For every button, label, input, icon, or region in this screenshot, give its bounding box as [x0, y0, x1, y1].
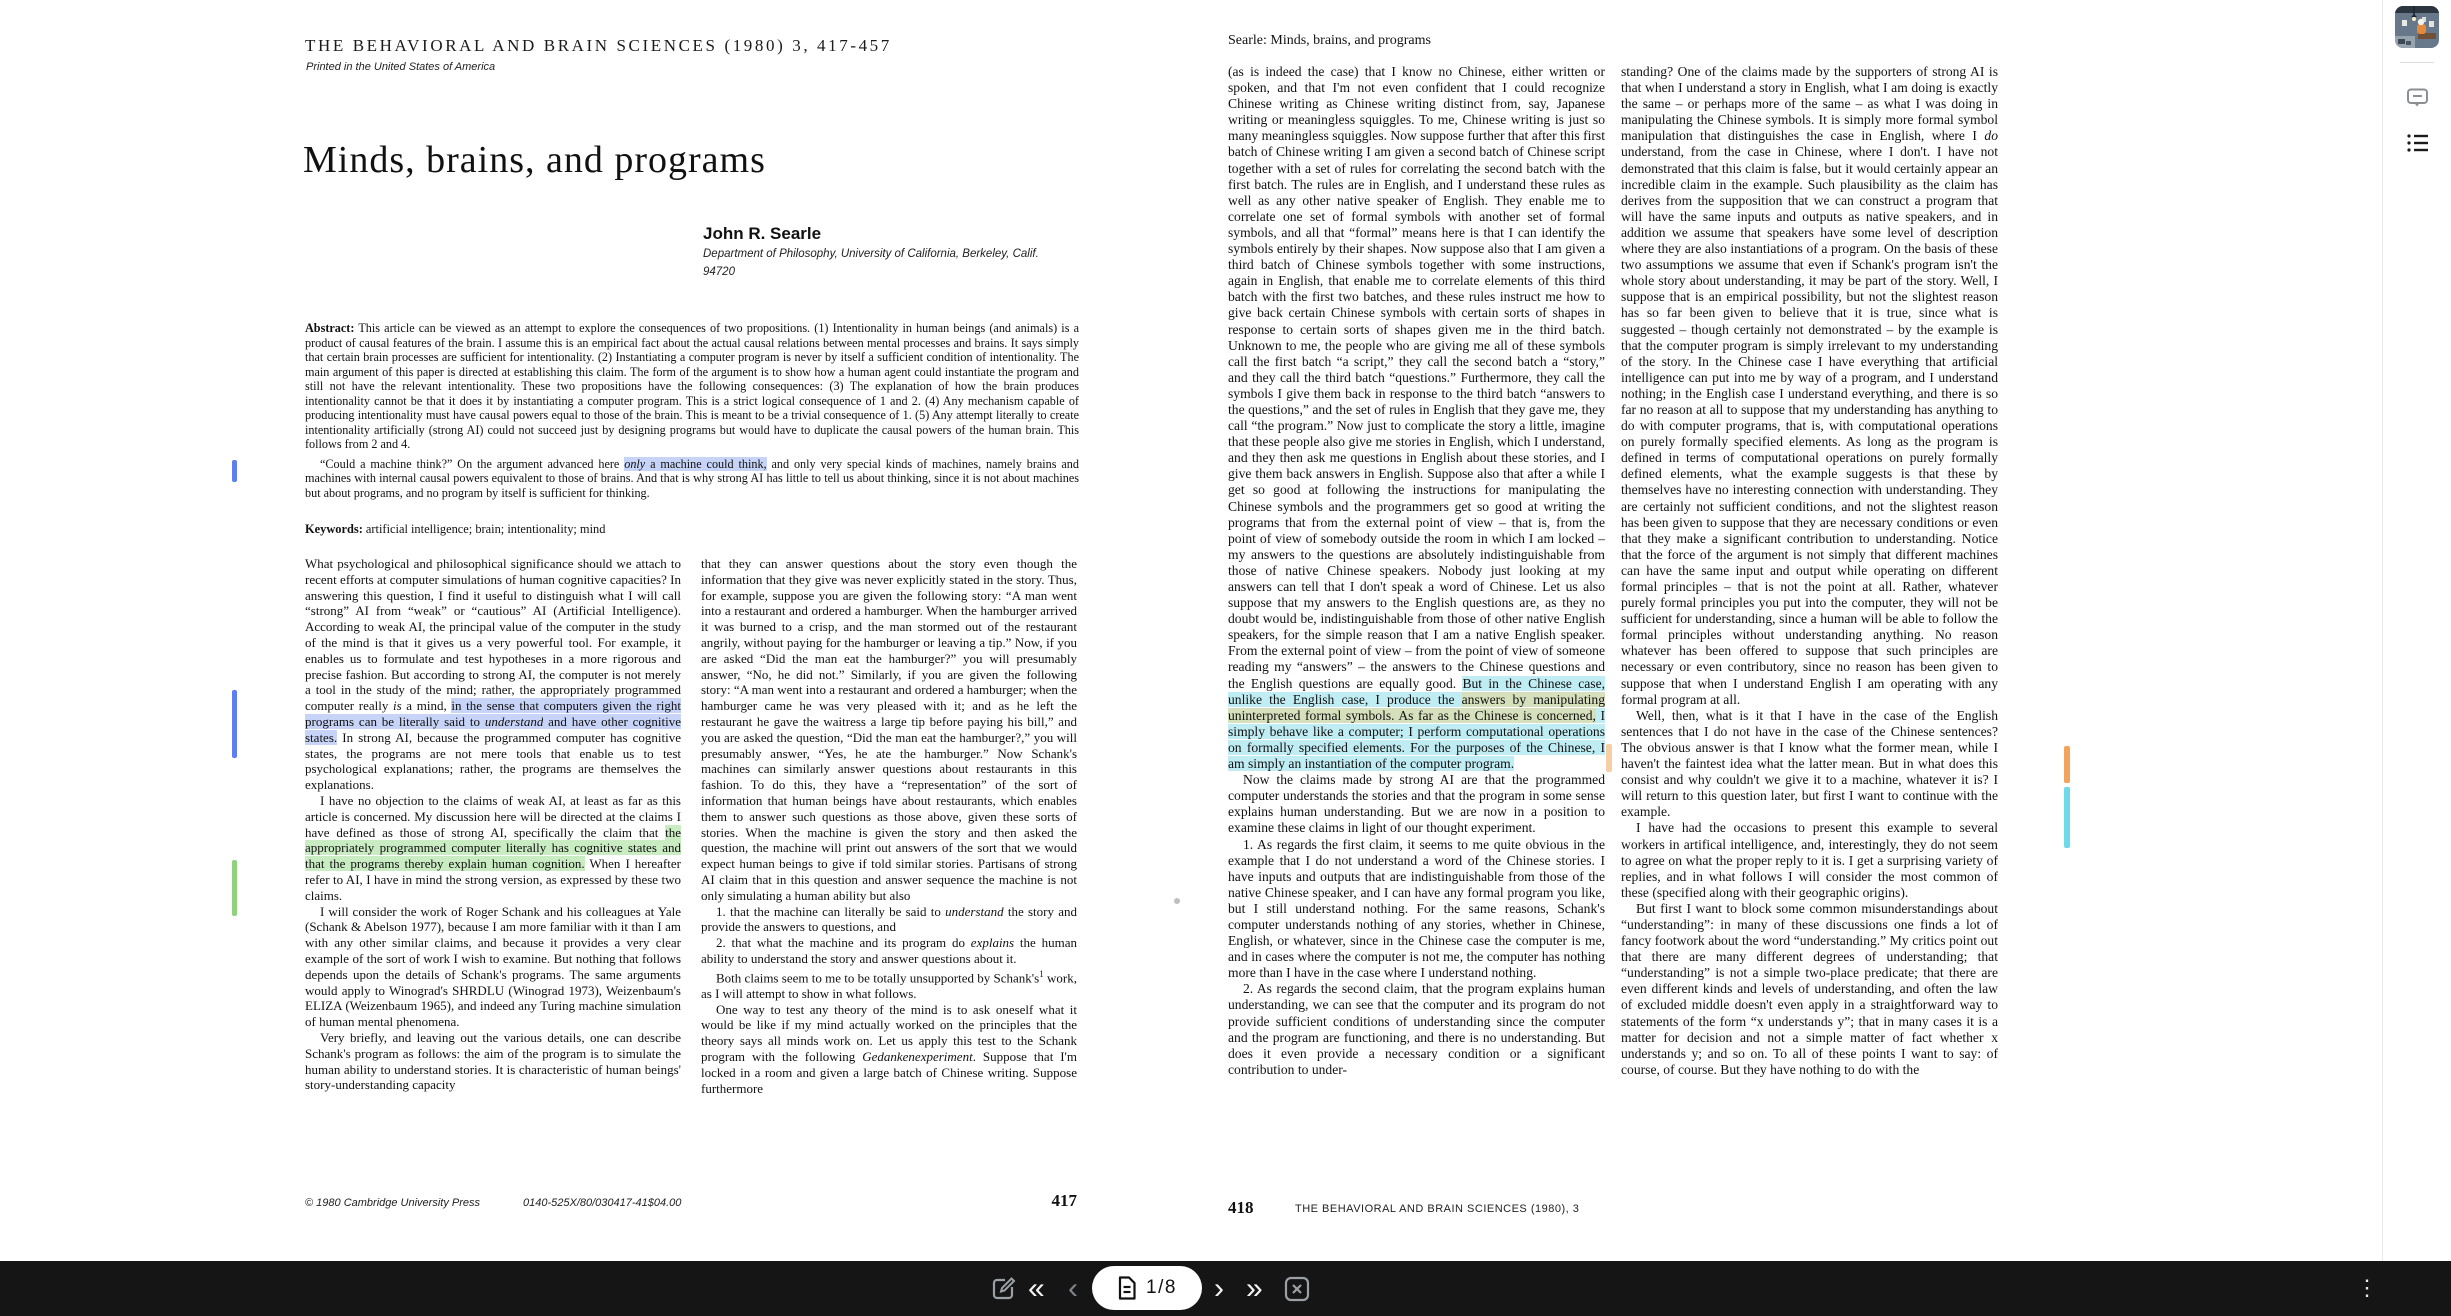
paragraph: standing? One of the claims made by the supporters of strong AI is that when I understand a story in English, what I am doing is exactly the same – or perhaps more of the same – as what I was doing in manipulating the Chinese symbols. It is simply more formal symbol manipulation that distinguishes the case in English, where I do understand, from the case in Chinese, where I don't. I have not demonstrated that this claim is false, but it would certainly appear an incredible claim in the example. Such plausibility as the claim has derives from the supposition that we can construct a program that will have the same inputs and outputs as native speakers, and in addition we assume that speakers have some level of description where they are also instantiations of a program. On the basis of these two assumptions we assume that even if Schank's program isn't the whole story about understanding, it may be part of the story. Well, I suppose that is an empirical possibility, but not the slightest reason has so far been given to believe that it is true, since what is suggested – though certainly not demonstrated – by the example is that the computer program is simply irrelevant to my understanding of the story. In the Chinese case I have everything that artificial intelligence can put into me by way of a program, and I understand nothing; in the English case I understand everything, and there is so far no reason at all to suppose that my understanding has anything to do with computer programs, that is, with computational operations on purely formally specified elements. As long as the program is defined in terms of computational operations on purely formally defined elements, what the example suggests is that these by themselves have no interesting connection with understanding. They are certainly not sufficient conditions, and not the slightest reason has been given to suppose that they are necessary conditions or even that they make a significant contribution to understanding. Notice that the force of the argument is not simply that different machines can have the same input and output while operating on different formal principles – that is not the point at all. Rather, whatever purely formal principles you put into the computer, they will not be sufficient for understanding, since a human will be able to follow the formal principles without understanding anything. No reason whatever has been offered to suppose that such principles are necessary or even contributory, since no reason has been given to suppose that when I understand English I am operating with any formal program at all.	[1621, 64, 1998, 707]
document-icon	[1117, 1276, 1137, 1300]
annotation-anchor-dot[interactable]	[1174, 898, 1180, 904]
annotate-button[interactable]	[990, 1275, 1017, 1302]
paragraph: I have no objection to the claims of weak AI, at least as far as this article is concerned. My discussion here will be directed at the claims I have defined as those of strong AI, specifically the claim that the appropriately programmed computer literally has cognitive states and that the programs thereby explain human cognition. When I hereafter refer to AI, I have in mind the strong version, as expressed by these two claims.	[305, 792, 681, 903]
margin-bar-blue-abstract[interactable]	[232, 460, 237, 482]
article-title: Minds, brains, and programs	[303, 139, 766, 181]
comment-icon	[2405, 85, 2430, 110]
issn-line: 0140-525X/80/030417-41$04.00	[523, 1197, 682, 1209]
paragraph: One way to test any theory of the mind is to ask oneself what it would be like if my mind actually worked on the principles that the theory says all minds work on. Let us apply this test to the Schank program with the following Gedankenexperiment. Suppose that I'm locked in a room and given a large batch of Chinese writing. Suppose furthermore	[701, 1001, 1077, 1096]
bottom-toolbar	[0, 1261, 2451, 1316]
left-page-column-2	[701, 556, 1077, 1170]
right-page-column-2	[1621, 64, 1998, 1172]
page-number-417: 417	[1051, 1191, 1077, 1210]
margin-bar-orange-right[interactable]	[2064, 746, 2070, 783]
close-box-icon	[1284, 1276, 1310, 1302]
left-page-column-1	[305, 556, 681, 1170]
paragraph: “Could a machine think?” On the argument advanced here only a machine could think, and only very special kinds of machines, namely brains and machines with internal causal powers equivalent to those of brains. And that is why strong AI has little to tell us about thinking, since it is not about machines but about programs, and no program by itself is sufficient for thinking.	[305, 456, 1079, 500]
edit-pen-icon	[990, 1275, 1017, 1302]
paragraph: Keywords: artificial intelligence; brain; intentionality; mind	[305, 522, 606, 536]
list-icon	[2405, 132, 2430, 154]
page-indicator[interactable]	[1092, 1266, 1202, 1310]
more-options-button[interactable]: ⋮	[2356, 1275, 2378, 1300]
margin-bar-blue-column1[interactable]	[232, 690, 237, 758]
author-affiliation: Department of Philosophy, University of California, Berkeley, Calif.	[703, 248, 1039, 260]
paragraph: that they can answer questions about the story even though the information that they give was never explicitly stated in the story. Thus, for example, suppose you are given the following story: “A man went into a restaurant and ordered a hamburger. When the hamburger arrived it was burned to a crisp, and the man stormed out of the restaurant angrily, without paying for the hamburger or leaving a tip.” Now, if you are asked “Did the man eat the hamburger?” you will presumably answer, “No, he did not.” Similarly, if you are given the following story: “A man went into a restaurant and ordered a hamburger; when the hamburger came he was very pleased with it; and as he left the restaurant he gave the waitress a large tip before paying his bill,” and you are asked the question, “Did the man eat the hamburger?,” you will presumably answer, “Yes, he ate the hamburger.” Now Schank's machines can similarly answer questions about restaurants in this fashion. To do this, they have a “representation” of the sort of information that human beings have about restaurants, which enables them to answer such questions as those above, given these sorts of stories. When the machine is given the story and then asked the question, the machine will print out answers of the sort that we would expect human beings to give if told similar stories. Partisans of strong AI claim that in this question and answer sequence the machine is not only simulating a human ability but also	[701, 556, 1077, 903]
thumbnail-illustration	[2395, 6, 2439, 48]
next-page-button[interactable]: ›	[1214, 1272, 1224, 1305]
paragraph: But first I want to block some common misunderstandings about “understanding”: in many of these discussions one finds a lot of fancy footwork about the word “understanding.” My critics point out that there are many different degrees of understanding; that “understanding” is not a simple two-place predicate; that there are even different kinds and levels of understanding, and often the law of excluded middle doesn't even apply in a straightforward way to statements of the form “x understands y”; that in many cases it is a matter for decision and not a simple matter of fact whether x understands y; and so on. To all of these points I want to say: of course, of course. But they have nothing to do with the	[1621, 900, 1998, 1077]
running-head: Searle: Minds, brains, and programs	[1228, 33, 1431, 48]
close-overlay-button[interactable]	[1284, 1276, 1310, 1302]
paragraph: Both claims seem to me to be totally unsupported by $Schank's^1$ work, as I will attempt to show in what follows.	[701, 968, 1077, 1001]
author-name: John R. Searle	[703, 224, 822, 243]
paragraph: I will consider the work of Roger Schank and his colleagues at Yale (Schank & Abelson 1977), because I am more familiar with it than I am with any other similar claims, and because it provides a very clear example of the sort of work I wish to examine. But nothing that follows depends upon the details of Schank's programs. The same arguments would apply to Winograd's SHRDLU (Winograd 1973), Weizenbaum's ELIZA (Weizenbaum 1965), and indeed any Turing machine simulation of human mental phenomena.	[305, 903, 681, 1030]
abstract	[305, 321, 1079, 505]
skip-forward-button[interactable]: »	[1246, 1272, 1263, 1305]
right-page-column-1	[1228, 64, 1605, 1172]
author-affiliation-zip: 94720	[703, 266, 735, 278]
paragraph: 1. that the machine can literally be said to understand the story and provide the answers to questions, and	[701, 903, 1077, 935]
copyright-line: © 1980 Cambridge University Press	[305, 1197, 481, 1209]
skip-back-button[interactable]: «	[1028, 1272, 1045, 1305]
page-number-418: 418	[1228, 1198, 1254, 1217]
outline-button[interactable]	[2405, 132, 2430, 154]
paragraph: Now the claims made by strong AI are that the programmed computer understands the stories and that the program in some sense explains human understanding. But we are now in a position to examine these claims in light of our thought experiment.	[1228, 772, 1605, 836]
margin-bar-orange-inline[interactable]	[1606, 744, 1612, 772]
page-indicator-label: 1/8	[1146, 1277, 1177, 1298]
paragraph: Very briefly, and leaving out the various details, one can describe Schank's program as follows: the aim of the program is to simulate the human ability to understand stories. It is characteristic of human beings' story-understanding capacity	[305, 1029, 681, 1093]
journal-header: THE BEHAVIORAL AND BRAIN SCIENCES (1980) 3, 417-457	[305, 36, 892, 55]
page-thumbnail[interactable]	[2395, 6, 2439, 48]
comments-button[interactable]	[2405, 85, 2430, 110]
printed-in-line: Printed in the United States of America	[306, 61, 496, 73]
paragraph: Abstract: This article can be viewed as an attempt to explore the consequences of two propositions. (1) Intentionality in human beings (and animals) is a product of causal features of the brain. I assume this is an empirical fact about the actual causal relations between mental processes and brains. It says simply that certain brain processes are sufficient for intentionality. (2) Instantiating a computer program is never by itself a sufficient condition of intentionality. The main argument of this paper is directed at establishing this claim. The form of the argument is to show how a human agent could instantiate the program and still not have the relevant intentionality. These two propositions have the following consequences: (3) The explanation of how the brain produces intentionality cannot be that it does it by instantiating a computer program. This is a strict logical consequence of 1 and 2. (4) Any mechanism capable of producing intentionality must have causal powers equal to those of the brain. This is meant to be a trivial consequence of 1. (5) Any attempt literally to create intentionality artificially (strong AI) could not succeed just by designing programs but would have to duplicate the causal powers of the human brain. This follows from 2 and 4.	[305, 321, 1079, 451]
keywords-line	[305, 522, 1079, 537]
paragraph: (as is indeed the case) that I know no Chinese, either written or spoken, and that I'm not even confident that I could recognize Chinese writing as Chinese writing distinct from, say, Japanese writing or meaningless squiggles. To me, Chinese writing is just so many meaningless squiggles. Now suppose further that after this first batch of Chinese writing I am given a second batch of Chinese script together with a set of rules for correlating the second batch with the first batch. The rules are in English, and I understand these rules as well as any other native speaker of English. They enable me to correlate one set of formal symbols with another set of formal symbols, and all that “formal” means here is that I can identify the symbols entirely by their shapes. Now suppose also that I am given a third batch of Chinese symbols together with some instructions, again in English, that enable me to correlate elements of this third batch with the first two batches, and these rules instruct me how to give back certain Chinese symbols with certain sorts of shapes in response to certain sorts of shapes given me in the third batch. Unknown to me, the people who are giving me all of these symbols call the first batch “a script,” they call the second batch a “story,” and they call the third batch “questions.” Furthermore, they call the symbols I give them back in response to the third batch “answers to the questions,” and the set of rules in English that they gave me, they call “the program.” Now just to complicate the story a little, imagine that these people also give me stories in English, which I understand, and they then ask me questions in English about these stories, and I give them back answers in English. Suppose also that after a while I get so good at following the instructions for manipulating the Chinese symbols and the programmers get so good at writing the programs that from the external point of view – that is, from the point of view of somebody outside the room in which I am locked – my answers to the questions are absolutely indistinguishable from those of native Chinese speakers. Nobody just looking at my answers can tell that I don't speak a word of Chinese. Let us also suppose that my answers to the English questions are, as they no doubt would be, indistinguishable from those of other native English speakers, for the simple reason that I am a native English speaker. From the external point of view – from the point of view of someone reading my “answers” – the answers to the Chinese questions and the English questions are equally good. But in the Chinese case, unlike the English case, I produce the answers by manipulating uninterpreted formal symbols. As far as the Chinese is concerned, I simply behave like a computer; I perform computational operations on formally specified elements. For the purposes of the Chinese, I am simply an instantiation of the computer program.	[1228, 64, 1605, 772]
margin-bar-cyan-right[interactable]	[2064, 787, 2070, 848]
paragraph: What psychological and philosophical significance should we attach to recent efforts at computer simulations of human cognitive capacities? In answering this question, I find it useful to distinguish what I will call “strong” AI from “weak” or “cautious” AI (Artificial Intelligence). According to weak AI, the principal value of the computer in the study of the mind is that it gives us a very powerful tool. For example, it enables us to formulate and test hypotheses in a more rigorous and precise fashion. But according to strong AI, the computer is not merely a tool in the study of the mind; rather, the appropriately programmed computer really is a mind, in the sense that computers given the right programs can be literally said to understand and have other cognitive states. In strong AI, because the programmed computer has cognitive states, the programs are not mere tools that enable us to test psychological explanations; rather, the programs are themselves the explanations.	[305, 556, 681, 793]
paragraph: Well, then, what is it that I have in the case of the English sentences that I do not have in the case of the Chinese sentences? The obvious answer is that I know what the former mean, while I haven't the faintest idea what the latter mean. But in what does this consist and why couldn't we give it to a machine, whatever it is? I will return to this question later, but first I want to continue with the example.	[1621, 707, 1998, 820]
paragraph: 2. As regards the second claim, that the program explains human understanding, we can see that the computer and its program do not provide sufficient conditions of understanding since the computer and the program are functioning, and there is no understanding. But does it even provide a necessary condition or a significant contribution to under-	[1228, 981, 1605, 1077]
sidebar-divider	[2400, 62, 2434, 63]
margin-bar-green-column1[interactable]	[232, 860, 237, 916]
paragraph: I have had the occasions to present this example to several workers in artifical intelligence, and, interestingly, they do not seem to agree on what the proper reply to it is. I get a surprising variety of replies, and in what follows I will consider the most common of these (specified along with their geographic origins).	[1621, 820, 1998, 900]
paragraph: 2. that what the machine and its program do explains the human ability to understand the story and answer questions about it.	[701, 935, 1077, 966]
footer-journal-line: THE BEHAVIORAL AND BRAIN SCIENCES (1980), 3	[1295, 1203, 1580, 1215]
previous-page-button[interactable]: ‹	[1068, 1272, 1078, 1305]
right-sidebar	[2382, 0, 2451, 1261]
paragraph: 1. As regards the first claim, it seems to me quite obvious in the example that I do not understand a word of the Chinese stories. I have inputs and outputs that are indistinguishable from those of the native Chinese speaker, and I can have any formal program you like, but I still understand nothing. For the same reasons, Schank's computer understands nothing of any stories, whether in Chinese, English, or whatever, since in the Chinese case the computer is me, and in cases where the computer is not me, the computer has nothing more than I have in the case where I understand nothing.	[1228, 836, 1605, 981]
